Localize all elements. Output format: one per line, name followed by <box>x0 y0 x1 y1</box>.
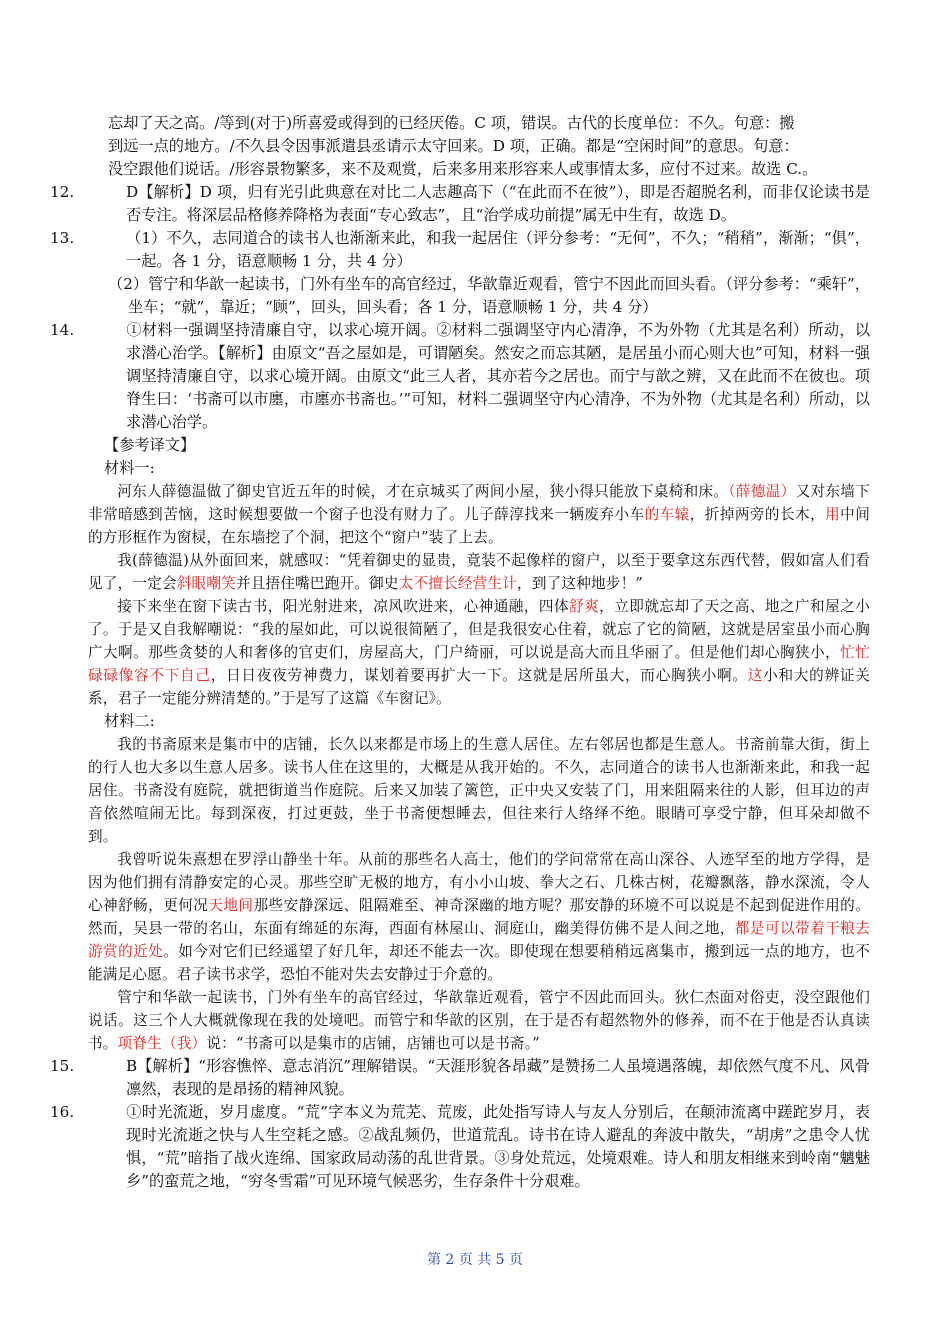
text: ，折掉两旁的长木， <box>689 506 826 523</box>
m1-paragraph-1 <box>88 480 870 549</box>
text: 河东人薛德温做了御史官近五年的时候，才在京城买了两间小屋，狭小得只能放下桌椅和床。 <box>117 483 729 500</box>
highlight: 的车辕 <box>644 506 690 523</box>
answer-text-1: （1）不久，志同道合的读书人也渐渐来此，和我一起居住（评分参考：“无何”，不久；“稍稍”，渐渐；“俱”，一起。各 1 分，语意顺畅 1 分，共 4 分） <box>126 229 870 270</box>
text: ，到了这种地步！” <box>517 575 644 592</box>
question-number: 12. <box>50 183 75 201</box>
text: ，日日夜夜劳神费力，谋划着要再扩大一下。这就是居所虽大，而心胸狭小啊。 <box>210 667 748 684</box>
continuation-line-2: 到远一点的地方。/不久县令因事派遣县丞请示太守回来。D 项，正确。都是“空闲时间”的意思。句意： <box>108 137 799 155</box>
text: 说：“书斋可以是集市的店铺，店铺也可以是书斋。” <box>206 1035 540 1052</box>
highlight: 这 <box>747 667 764 684</box>
text: 那些安静深远、阻隔难至、神奇深幽的地方呢？那安静的环境不可以说是不起到促进作用的。然而，吴县一带的名山，东面有绵延的东海，西面有林屋山、洞庭山，幽美得仿佛不是人间之地， <box>88 897 870 937</box>
continuation-line-1: 忘却了天之高。/等到(对于)所喜爱或得到的已经厌倦。C 项，错误。古代的长度单位：不久。句意：搬 <box>108 114 795 132</box>
m1-paragraph-3 <box>88 595 870 710</box>
question-13-part-2 <box>88 273 870 319</box>
highlight: 都是可以带着干粮去游赏的近处 <box>88 920 870 960</box>
m1-paragraph-2 <box>88 549 870 595</box>
text: 中间的方形框作为窗棂，在东墙挖了个洞，把这个“窗户”装了上去。 <box>88 506 870 546</box>
highlight: 项脊生（我） <box>117 1035 207 1052</box>
answer-text: ①时光流逝，岁月虚度。“荒”字本义为荒芜、荒废，此处指写诗人与友人分别后，在颠沛流离中蹉跎岁月，表现时光流逝之快与人生空耗之感。②战乱频仍，世道荒乱。诗书在诗人避乱的奔波中散失，“胡虏”之患令人忧惧，“荒”暗指了战火连绵、国家政局动荡的乱世背景。③身处荒远，处境艰难。诗人和朋友相继来到岭南“魑魅乡”的蛮荒之地，“穷冬雪霜”可见环境气候恶劣，生存条件十分艰难。 <box>126 1103 870 1190</box>
answer-text: D【解析】D 项，归有光引此典意在对比二人志趣高下（“在此而不在彼”），即是否超脱名利，而非仅论读书是否专注。将深层品格修养降格为表面“专心致志”，且“治学成功前提”属无中生有，故选 D。 <box>126 183 870 224</box>
text: 我曾听说朱熹想在罗浮山静坐十年。从前的那些名人高士，他们的学问常常在高山深谷、人迹罕至的地方学得，是因为他们拥有清静安定的心灵。那些空旷无极的地方，有小小山坡、拳大之石、几株古树，花瓣飘落，静水深流，令人心神舒畅，更何况 <box>88 851 870 914</box>
answer-continuation <box>88 112 870 181</box>
highlight: 斜眼嘲笑 <box>176 575 236 592</box>
highlight: 太不擅长经营生计 <box>398 575 518 592</box>
document-body <box>50 112 870 1193</box>
answer-text: B【解析】“形容憔悴、意志消沉”理解错误。“天涯形貌各昂藏”是赞扬二人虽境遇落魄，却依然气度不凡、风骨凛然，表现的是昂扬的精神风貌。 <box>126 1057 870 1098</box>
text: 管宁和华歆一起读书，门外有坐车的高官经过，华歆靠近观看，管宁不因此而回头。狄仁杰面对俗吏，没空跟他们说话。这三个人大概就像现在我的处境吧。而管宁和华歆的区别，在于是否有超然物外的修养，而不在于他是否认真读书。 <box>88 989 870 1052</box>
question-13 <box>50 227 870 273</box>
highlight: 忙忙碌碌像容不下自己 <box>88 644 870 684</box>
m2-paragraph-3 <box>88 986 870 1055</box>
highlight: （薛德温） <box>728 483 796 500</box>
question-number: 15. <box>50 1057 75 1075</box>
text: 我(薛德温)从外面回来，就感叹：“凭着御史的显贵，竟装不起像样的窗户，以至于要拿这东西代替，假如富人们看见了，一定会 <box>88 552 870 592</box>
question-14 <box>50 319 870 434</box>
text: 又对东墙下非常暗感到苦恼，这时候想要做一个窗子也没有财力了。儿子薛淳找来一辆废弃小车 <box>88 483 870 523</box>
material-1-translation <box>88 480 870 710</box>
question-12 <box>50 181 870 227</box>
highlight: 天地间 <box>208 897 254 914</box>
answer-text-2: （2）管宁和华歆一起读书，门外有坐车的高官经过，华歆靠近观看，管宁不因此而回头看。（评分参考：“乘轩”，坐车；“就”，靠近；“顾”，回头，回头看；各 1 分，语意顺畅 1 分，共 4 分） <box>108 275 870 316</box>
question-number: 16. <box>50 1103 75 1121</box>
page-footer: 第 2 页 共 5 页 <box>426 1252 524 1268</box>
highlight: 用 <box>825 506 841 523</box>
material-2-translation <box>88 733 870 1055</box>
answer-text: ①材料一强调坚持清廉自守，以求心境开阔。②材料二强调坚守内心清净，不为外物（尤其是名利）所动，以求潜心治学。【解析】由原文“吾之屋如是，可谓陋矣。然安之而忘其陋，是居虽小而心则大也”可知，材料一强调坚持清廉自守，以求心境开阔。由原文“此三人者，其亦若今之居也。而宁与歆之辨，又在此而不在彼也。项脊生曰：‘书斋可以市廛，市廛亦书斋也。’”可知，材料二强调坚守内心清净，不为外物（尤其是名利）所动，以求潜心治学。 <box>126 321 870 431</box>
text: ，立即就忘却了天之高、地之广和屋之小了。于是又自我解嘲说：“我的屋如此，可以说很简陋了，但是我很安心住着，就忘了它的简陋，这就是居室虽小而心胸广大啊。那些贪婪的人和奢侈的官吏们，房屋高大，门户绮丽，可以说是高大而且华丽了。但是他们却心胸狭小， <box>88 598 870 661</box>
question-number: 14. <box>50 321 75 339</box>
question-number: 13. <box>50 229 75 247</box>
text: 。如今对它们已经遥望了好几年，却还不能去一次。即使现在想要稍稍远离集市，搬到远一点的地方，也不能满足心愿。君子读书求学，恐怕不能对失去安静过于介意的。 <box>88 943 870 983</box>
question-15 <box>50 1055 870 1101</box>
question-16 <box>50 1101 870 1193</box>
m2-paragraph-2 <box>88 848 870 986</box>
m2-paragraph-1: 我的书斋原来是集市中的店铺，长久以来都是市场上的生意人居住。左右邻居也都是生意人。书斋前靠大街，街上的行人也大多以生意人居多。读书人住在这里的，大概是从我开始的。不久，志同道合的读书人也渐渐来此，和我一起居住。书斋没有庭院，就把街道当作庭院。后来又加装了篱笆，正中央又安装了门，用来阻隔来往的人影，但耳边的声音依然喧闹无比。每到深夜，打过更鼓，坐于书斋便想睡去，但往来行人络绎不绝。眼睛可享受宁静，但耳朵却做不到。 <box>88 736 870 845</box>
highlight: 舒爽 <box>569 598 600 615</box>
translation-heading: 【参考译文】 <box>104 436 196 454</box>
continuation-line-3: 没空跟他们说话。/形容景物繁多，来不及观赏，后来多用来形容来人或事情太多，应付不过来。故选 C.。 <box>108 160 818 178</box>
text: 小和大的辨证关系，君子一定能分辨清楚的。”于是写了这篇《车窗记》。 <box>88 667 870 707</box>
material-1-label: 材料一: <box>104 459 155 477</box>
material-2-label: 材料二: <box>104 712 155 730</box>
text: 接下来坐在窗下读古书，阳光射进来，凉风吹进来，心神通融，四体 <box>117 598 570 615</box>
text: 并且捂住嘴巴跑开。御史 <box>235 575 399 592</box>
